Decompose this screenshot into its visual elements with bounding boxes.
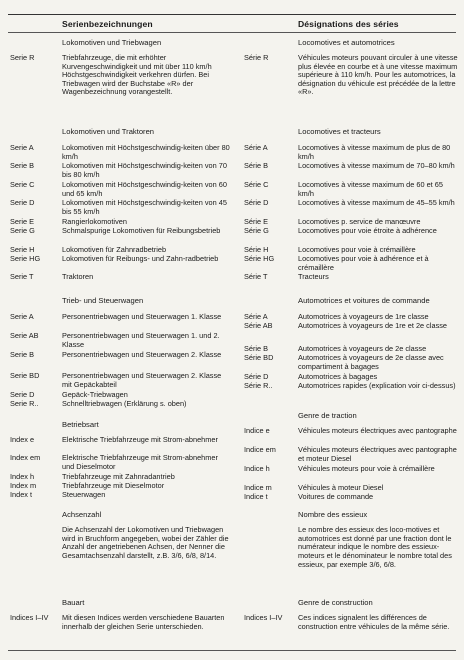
series-description: Véhicules moteurs pouvant circuler à une vitesse plus élevée en courbe et à une vitesse maximum supérieure à 110 km/h. Pour les automotrices, la désignation du véhicule est précédée de la lettre «R».	[298, 53, 458, 97]
series-label: Serie D	[10, 390, 35, 399]
definition-row	[10, 144, 232, 161]
definition-row	[10, 313, 232, 322]
index-description: Triebfahrzeuge mit Dieselmotor	[62, 481, 165, 490]
definition-row	[10, 436, 232, 445]
series-label: Série D	[244, 198, 269, 207]
series-description: Rangierlokomotiven	[62, 217, 127, 226]
series-label: Série R..	[244, 381, 273, 390]
series-description: Locomotives pour voie étroite à adhérence	[298, 226, 437, 235]
series-description: Triebfahrzeuge, die mit erhöhter Kurvengeschwindigkeit und mit über 110 km/h Höchstgeschwindigkeit verkehren dürfen. Bei Triebwagen wird der Buchstabe «R» der Wagenbezeichnung vorangestellt.	[62, 53, 212, 97]
series-description: Locomotives pour voie à adhérence et à crémaillère	[298, 254, 429, 272]
definition-row	[10, 273, 232, 282]
axle-count-text: Le nombre des essieux des loco-motives et automotrices est donné par une fraction dont le numérateur indique le nombre des essieux-moteurs et le dénominateur le nombre total des essieux, par exemple 3/6, 6/8.	[298, 525, 452, 569]
series-description: Automotrices à bagages	[298, 372, 378, 381]
series-description: Personentriebwagen und Steuerwagen 2. Klasse mit Gepäckabteil	[62, 371, 222, 389]
definition-row	[10, 372, 232, 389]
bottom-rule	[8, 650, 456, 651]
series-description: Automotrices à voyageurs de 1re et 2e classe	[298, 321, 447, 330]
index-description: Ces indices signalent les différences de construction entre véhicules de la même série.	[298, 613, 450, 631]
series-label: Serie AB	[10, 331, 39, 340]
series-label: Serie BD	[10, 371, 40, 380]
section-heading: Bauart	[62, 598, 85, 607]
definition-row	[244, 144, 458, 161]
section-heading: Betriebsart	[62, 420, 99, 429]
series-description: Automotrices rapides (explication voir ci-dessus)	[298, 381, 456, 390]
definition-row	[244, 465, 458, 474]
series-description: Personentriebwagen und Steuerwagen 1. und 2. Klasse	[62, 331, 220, 349]
series-label: Série B	[244, 344, 269, 353]
index-description: Voitures de commande	[298, 492, 374, 501]
section-heading: Locomotives et automotrices	[298, 38, 395, 47]
section-heading: Locomotives et tracteurs	[298, 127, 381, 136]
series-description: Lokomotiven mit Höchstgeschwindig-keiten von 45 bis 55 km/h	[62, 198, 227, 216]
index-description: Triebfahrzeuge mit Zahnradantrieb	[62, 472, 175, 481]
index-description: Véhicules moteurs électriques avec pantographe et moteur Diesel	[298, 445, 457, 463]
series-description: Locomotives à vitesse maximum de 60 et 65 km/h	[298, 180, 443, 198]
series-label: Série D	[244, 372, 269, 381]
index-label: Index m	[10, 481, 37, 490]
axle-count-text: Die Achsenzahl der Lokomotiven und Triebwagen wird in Bruchform angegeben, wobei der Zähler die Anzahl der angetriebenen Achsen, der Nenner die Gesamtachsenzahl darstellt, z.B. 3/6, 6/8, 8/14.	[62, 525, 229, 561]
definition-row	[10, 255, 232, 264]
definition-row	[10, 614, 232, 631]
definition-row	[244, 273, 458, 282]
definition-row	[10, 400, 232, 409]
series-label: Serie HG	[10, 254, 41, 263]
series-description: Personentriebwagen und Steuerwagen 2. Klasse	[62, 350, 222, 359]
definition-row	[10, 351, 232, 360]
series-description: Lokomotiven mit Höchstgeschwindig-keiten von 70 bis 80 km/h	[62, 161, 227, 179]
section-heading: Genre de traction	[298, 411, 357, 420]
index-label: Indices I–IV	[244, 613, 283, 622]
series-label: Serie B	[10, 161, 35, 170]
index-description: Steuerwagen	[62, 490, 106, 499]
series-label: Serie A	[10, 312, 34, 321]
series-description: Locomotives pour voie à crémaillère	[298, 245, 416, 254]
definition-row	[10, 454, 232, 471]
series-label: Série A	[244, 143, 268, 152]
index-description: Véhicules à moteur Diesel	[298, 483, 384, 492]
series-label: Serie E	[10, 217, 35, 226]
definition-row	[244, 446, 458, 463]
series-description: Locomotives p. service de manœuvre	[298, 217, 421, 226]
series-description: Traktoren	[62, 272, 94, 281]
definition-row	[10, 332, 232, 349]
index-description: Mit diesen Indices werden verschiedene Bauarten innerhalb der gleichen Serie unterschieden.	[62, 613, 225, 631]
series-label: Serie R	[10, 53, 35, 62]
definition-row	[244, 181, 458, 198]
definition-row	[244, 255, 458, 272]
series-label: Série A	[244, 312, 268, 321]
section-heading: Genre de construction	[298, 598, 373, 607]
definition-row	[244, 382, 458, 391]
series-description: Lokomotiven mit Höchstgeschwindig-keiten über 80 km/h	[62, 143, 230, 161]
series-label: Serie A	[10, 143, 34, 152]
series-description: Locomotives à vitesse maximum de plus de 80 km/h	[298, 143, 451, 161]
series-label: Serie G	[10, 226, 35, 235]
series-label: Serie R..	[10, 399, 39, 408]
definition-row	[10, 199, 232, 216]
definition-row	[244, 354, 458, 371]
series-description: Gepäck-Triebwagen	[62, 390, 128, 399]
section-heading: Achsenzahl	[62, 510, 102, 519]
index-label: Indices I–IV	[10, 613, 49, 622]
series-label: Serie B	[10, 350, 35, 359]
series-label: Serie C	[10, 180, 35, 189]
definition-row	[244, 227, 458, 236]
section-heading: Lokomotiven und Traktoren	[62, 127, 155, 136]
definition-row	[244, 493, 458, 502]
definition-row	[244, 614, 458, 631]
series-description: Locomotives à vitesse maximum de 70–80 km/h	[298, 161, 455, 170]
series-description: Personentriebwagen und Steuerwagen 1. Klasse	[62, 312, 222, 321]
index-description: Elektrische Triebfahrzeuge mit Strom-abnehmer	[62, 435, 218, 444]
section-heading: Nombre des essieux	[298, 510, 368, 519]
french-title: Désignations des séries	[298, 19, 399, 29]
series-description: Lokomotiven für Zahnradbetrieb	[62, 245, 167, 254]
definition-row	[10, 181, 232, 198]
series-label: Serie D	[10, 198, 35, 207]
index-description: Véhicules moteurs pour voie à crémaillère	[298, 464, 435, 473]
series-description: Tracteurs	[298, 272, 329, 281]
definition-row	[244, 427, 458, 436]
series-label: Serie H	[10, 245, 35, 254]
index-label: Index h	[10, 472, 35, 481]
series-label: Série R	[244, 53, 269, 62]
series-description: Automotrices à voyageurs de 2e classe avec compartiment à bagages	[298, 353, 444, 371]
series-label: Série HG	[244, 254, 275, 263]
index-label: Index em	[10, 453, 41, 462]
index-label: Indice t	[244, 492, 268, 501]
definition-row	[10, 482, 232, 491]
definition-row	[10, 491, 232, 500]
series-label: Série AB	[244, 321, 273, 330]
section-heading: Trieb- und Steuerwagen	[62, 296, 144, 305]
index-label: Indice em	[244, 445, 276, 454]
series-label: Série C	[244, 180, 269, 189]
series-label: Série E	[244, 217, 269, 226]
series-description: Automotrices à voyageurs de 1re classe	[298, 312, 429, 321]
index-label: Index e	[10, 435, 35, 444]
top-rule	[8, 14, 456, 15]
definition-row	[244, 322, 458, 331]
definition-row	[10, 54, 232, 97]
index-label: Index t	[10, 490, 33, 499]
series-description: Automotrices à voyageurs de 2e classe	[298, 344, 427, 353]
index-label: Indice h	[244, 464, 270, 473]
definition-row	[10, 162, 232, 179]
series-description: Schnelltriebwagen (Erklärung s. oben)	[62, 399, 187, 408]
series-label: Serie T	[10, 272, 34, 281]
series-label: Série BD	[244, 353, 274, 362]
series-label: Série B	[244, 161, 269, 170]
definition-row	[244, 162, 458, 171]
series-label: Série H	[244, 245, 269, 254]
definition-row	[244, 54, 458, 97]
series-description: Schmalspurige Lokomotiven für Reibungsbetrieb	[62, 226, 221, 235]
series-label: Série T	[244, 272, 268, 281]
definition-row	[10, 227, 232, 236]
index-description: Véhicules moteurs électriques avec pantographe	[298, 426, 457, 435]
definition-row	[244, 199, 458, 208]
series-description: Lokomotiven mit Höchstgeschwindig-keiten von 60 und 65 km/h	[62, 180, 227, 198]
german-title: Serienbezeichnungen	[62, 19, 153, 29]
title-rule	[8, 32, 456, 33]
section-heading: Automotrices et voitures de commande	[298, 296, 430, 305]
series-description: Locomotives à vitesse maximum de 45–55 km/h	[298, 198, 455, 207]
index-description: Elektrische Triebfahrzeuge mit Strom-abnehmer und Dieselmotor	[62, 453, 218, 471]
index-label: Indice m	[244, 483, 272, 492]
section-heading: Lokomotiven und Triebwagen	[62, 38, 162, 47]
series-label: Série G	[244, 226, 269, 235]
series-description: Lokomotiven für Reibungs- und Zahn-radbetrieb	[62, 254, 219, 263]
index-label: Indice e	[244, 426, 270, 435]
